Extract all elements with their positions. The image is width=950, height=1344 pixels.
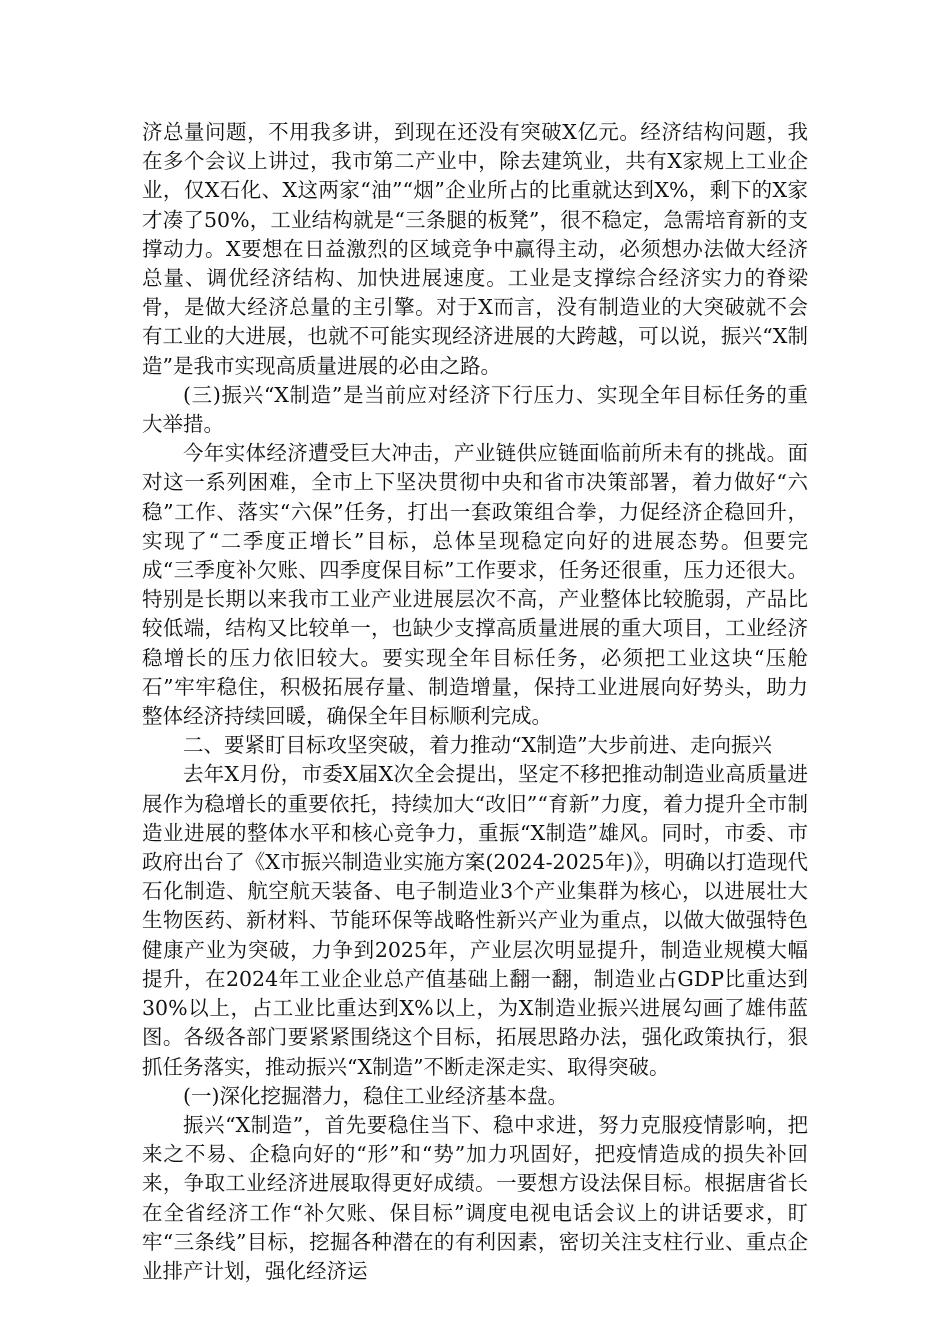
chapter-heading-2: 二、要紧盯目标攻坚突破，着力推动“X制造”大步前进、走向振兴 bbox=[183, 733, 773, 758]
paragraph-economic-structure: 济总量问题，不用我多讲，到现在还没有突破X亿元。经济结构问题，我在多个会议上讲过，我市第二产业中，除去建筑业，共有X家规上工业企业，仅X石化、X这两家“油”“烟”企业所占的比重就达到X%，剩下的X家才凑了50%，工业结构就是“三条腿的板凳”，很不稳定，急需培育新的支撑动力。X要想在日益激烈的区域竞争中赢得主动，必须想办法做大经济总量、调优经济结构、加快进展速度。工业是支撑综合经济实力的脊梁骨，是做大经济总量的主引擎。对于X而言，没有制造业的大突破就不会有工业的大进展，也就不可能实现经济进展的大跨越，可以说，振兴“X制造”是我市实现高质量进展的必由之路。 bbox=[142, 120, 808, 378]
document-body bbox=[142, 118, 808, 1286]
paragraph-economic-pressure: 今年实体经济遭受巨大冲击，产业链供应链面临前所未有的挑战。面对这一系列困难，全市上下坚决贯彻中央和省市决策部署，着力做好“六稳”工作、落实“六保”任务，打出一套政策组合拳，力促经济企稳回升，实现了“二季度正增长”目标，总体呈现稳定向好的进展态势。但要完成“三季度补欠账、四季度保目标”工作要求，任务还很重，压力还很大。特别是长期以来我市工业产业进展层次不高，产业整体比较脆弱，产品比较低端，结构又比较单一，也缺少支撑高质量进展的重大项目，工业经济稳增长的压力依旧较大。要实现全年目标任务，必须把工业这块“压舱石”牢牢稳住，积极拓展存量、制造增量，保持工业进展向好势头，助力整体经济持续回暖，确保全年目标顺利完成。 bbox=[142, 441, 808, 729]
section-heading-3: (三)振兴“X制造”是当前应对经济下行压力、实现全年目标任务的重大举措。 bbox=[142, 382, 808, 437]
paragraph-revitalization-plan: 去年X月份，市委X届X次全会提出，坚定不移把推动制造业高质量进展作为稳增长的重要依托，持续加大“改旧”“育新”力度，着力提升全市制造业进展的整体水平和核心竞争力，重振“X制造”雄风。同时，市委、市政府出台了《X市振兴制造业实施方案(2024-2025年)》，明确以打造现代石化制造、航空航天装备、电子制造业3个产业集群为核心，以进展壮大生物医药、新材料、节能环保等战略性新兴产业为重点，以做大做强特色健康产业为突破，力争到2025年，产业层次明显提升，制造业规模大幅提升，在2024年工业企业总产值基础上翻一翻，制造业占GDP比重达到30%以上，占工业比重达到X%以上，为X制造业振兴进展勾画了雄伟蓝图。各级各部门要紧紧围绕这个目标，拓展思路办法，强化政策执行，狠抓任务落实，推动振兴“X制造”不断走深走实、取得突破。 bbox=[142, 762, 808, 1079]
paragraph-stabilize-industry: 振兴“X制造”，首先要稳住当下、稳中求进，努力克服疫情影响，把来之不易、企稳向好的“形”和“势”加力巩固好，把疫情造成的损失补回来，争取工业经济进展取得更好成绩。一要想方设法保目标。根据唐省长在全省经济工作“补欠账、保目标”调度电视电话会议上的讲话要求，盯牢“三条线”目标，挖掘各种潜在的有利因素，密切关注支柱行业、重点企业排产计划，强化经济运 bbox=[142, 1112, 808, 1283]
section-heading-1: (一)深化挖掘潜力，稳住工业经济基本盘。 bbox=[183, 1083, 568, 1108]
